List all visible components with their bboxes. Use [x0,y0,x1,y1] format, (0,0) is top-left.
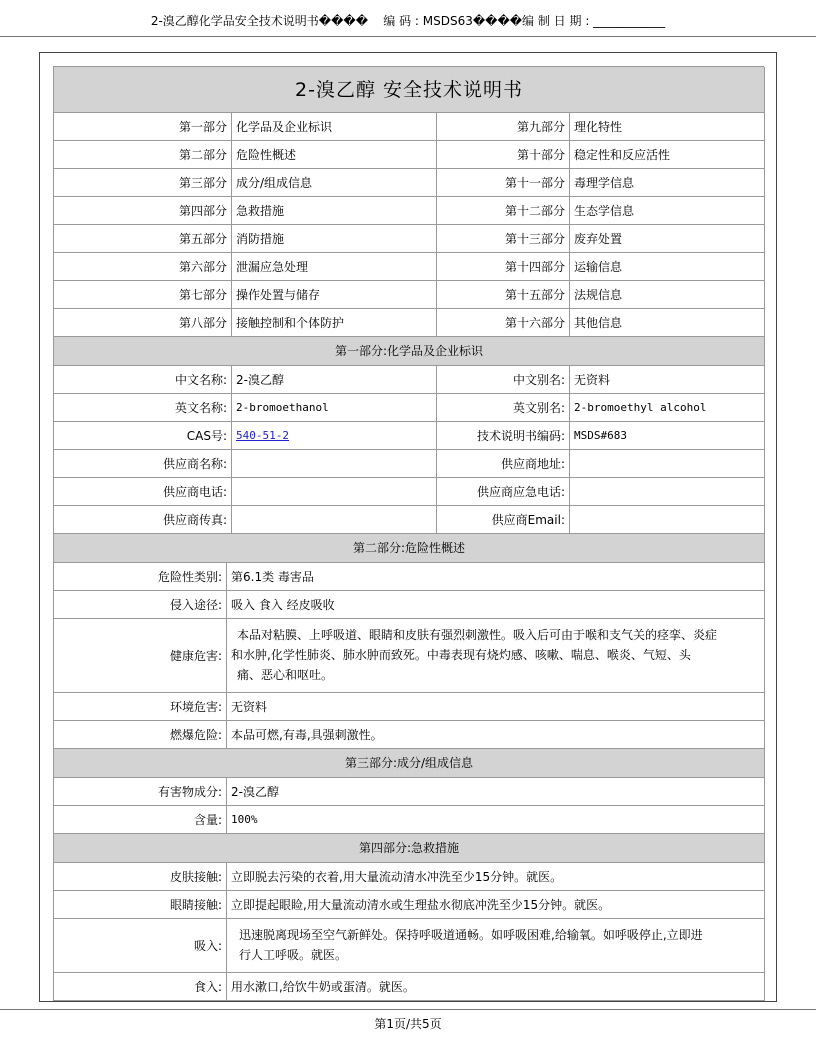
msds-table [53,66,764,1001]
toc-part-number: 第三部分 [54,169,232,197]
field-value [232,506,437,534]
field-value [570,450,765,478]
field-label: 侵入途径: [54,591,227,619]
field-label: 食入: [54,973,227,1001]
toc-part-number: 第八部分 [54,309,232,337]
field-label: CAS号: [54,422,232,450]
text-line: 行人工呼吸。就医。 [239,948,348,962]
info-row [54,806,765,834]
section-header-row [54,337,765,366]
page-header: 2-溴乙醇化学品安全技术说明书���� 编 码 : MSDS63����编 制 日 期 : ____________ [150,14,666,28]
toc-part-name: 接触控制和个体防护 [232,309,437,337]
toc-part-number: 第九部分 [437,113,570,141]
toc-part-number: 第六部分 [54,253,232,281]
toc-part-number: 第七部分 [54,281,232,309]
section-1-heading: 第一部分:化学品及企业标识 [54,337,765,366]
field-value: 100% [227,806,765,834]
field-value [570,478,765,506]
field-value [570,506,765,534]
field-label: 燃爆危险: [54,721,227,749]
info-row [54,891,765,919]
field-label: 供应商名称: [54,450,232,478]
field-label: 含量: [54,806,227,834]
toc-part-name: 稳定性和反应活性 [570,141,765,169]
field-label: 危险性类别: [54,563,227,591]
field-label: 英文别名: [437,394,570,422]
field-label: 中文名称: [54,366,232,394]
toc-row [54,113,765,141]
field-label: 中文别名: [437,366,570,394]
text-line: 本品对粘膜、上呼吸道、眼睛和皮肤有强烈刺激性。吸入后可由于喉和支气关的痉挛、炎症 [237,628,718,642]
toc-part-name: 运输信息 [570,253,765,281]
toc-row [54,225,765,253]
title-row [54,67,765,113]
footer-divider [0,1009,816,1010]
toc-row [54,141,765,169]
section-4-heading: 第四部分:急救措施 [54,834,765,863]
field-value: 用水漱口,给饮牛奶或蛋清。就医。 [227,973,765,1001]
text-line: 痛、恶心和呕吐。 [237,668,334,682]
field-value: 立即提起眼睑,用大量流动清水或生理盐水彻底冲洗至少15分钟。就医。 [227,891,765,919]
section-header-row [54,534,765,563]
section-header-row [54,749,765,778]
toc-part-number: 第四部分 [54,197,232,225]
info-row [54,563,765,591]
toc-part-number: 第十六部分 [437,309,570,337]
toc-part-name: 消防措施 [232,225,437,253]
toc-row [54,197,765,225]
field-value: 无资料 [227,693,765,721]
text-line: 迅速脱离现场至空气新鲜处。保持呼吸道通畅。如呼吸困难,给输氧。如呼吸停止,立即进 [239,928,703,942]
info-row [54,721,765,749]
inhalation-text [227,919,765,973]
toc-row [54,253,765,281]
info-row [54,693,765,721]
info-row [54,450,765,478]
section-2-heading: 第二部分:危险性概述 [54,534,765,563]
info-row [54,619,765,693]
field-label: 吸入: [54,919,227,973]
field-label: 技术说明书编码: [437,422,570,450]
info-row [54,394,765,422]
field-label: 健康危害: [54,619,227,693]
field-label: 供应商电话: [54,478,232,506]
info-row [54,478,765,506]
field-value: 第6.1类 毒害品 [227,563,765,591]
field-label: 有害物成分: [54,778,227,806]
field-value: MSDS#683 [570,422,765,450]
field-value [232,478,437,506]
field-label: 供应商地址: [437,450,570,478]
toc-part-name: 废弃处置 [570,225,765,253]
info-row [54,506,765,534]
toc-part-name: 操作处置与储存 [232,281,437,309]
field-label: 皮肤接触: [54,863,227,891]
info-row [54,863,765,891]
field-value: 吸入 食入 经皮吸收 [227,591,765,619]
document-frame [39,52,777,1002]
field-label: 供应商传真: [54,506,232,534]
info-row [54,591,765,619]
info-row [54,919,765,973]
field-label: 供应商Email: [437,506,570,534]
toc-part-name: 毒理学信息 [570,169,765,197]
document-title: 2-溴乙醇 安全技术说明书 [54,67,765,113]
field-label: 环境危害: [54,693,227,721]
field-label: 眼睛接触: [54,891,227,919]
info-row [54,778,765,806]
toc-part-number: 第一部分 [54,113,232,141]
cas-number-link[interactable]: 540-51-2 [236,428,289,442]
field-value: 2-溴乙醇 [232,366,437,394]
toc-part-number: 第十部分 [437,141,570,169]
section-header-row [54,834,765,863]
toc-part-number: 第十三部分 [437,225,570,253]
info-row [54,973,765,1001]
field-label: 供应商应急电话: [437,478,570,506]
health-hazard-text [227,619,765,693]
toc-part-number: 第二部分 [54,141,232,169]
toc-part-name: 化学品及企业标识 [232,113,437,141]
toc-part-name: 生态学信息 [570,197,765,225]
cas-number-cell [232,422,437,450]
field-value: 本品可燃,有毒,具强刺激性。 [227,721,765,749]
toc-part-name: 急救措施 [232,197,437,225]
toc-part-name: 泄漏应急处理 [232,253,437,281]
toc-row [54,169,765,197]
text-line: 和水肿,化学性肺炎、肺水肿而致死。中毒表现有烧灼感、咳嗽、喘息、喉炎、气短、头 [231,648,691,662]
field-label: 英文名称: [54,394,232,422]
toc-part-name: 理化特性 [570,113,765,141]
field-value: 无资料 [570,366,765,394]
toc-row [54,281,765,309]
header-divider [0,36,816,37]
field-value [232,450,437,478]
toc-part-number: 第十五部分 [437,281,570,309]
toc-part-name: 成分/组成信息 [232,169,437,197]
toc-part-number: 第十一部分 [437,169,570,197]
toc-row [54,309,765,337]
field-value: 2-bromoethanol [232,394,437,422]
toc-part-number: 第十四部分 [437,253,570,281]
page-number: 第1页/共5页 [374,1017,442,1031]
toc-part-name: 危险性概述 [232,141,437,169]
toc-part-name: 法规信息 [570,281,765,309]
toc-part-number: 第十二部分 [437,197,570,225]
field-value: 2-bromoethyl alcohol [570,394,765,422]
toc-part-number: 第五部分 [54,225,232,253]
field-value: 立即脱去污染的衣着,用大量流动清水冲洗至少15分钟。就医。 [227,863,765,891]
info-row [54,422,765,450]
section-3-heading: 第三部分:成分/组成信息 [54,749,765,778]
field-value: 2-溴乙醇 [227,778,765,806]
toc-part-name: 其他信息 [570,309,765,337]
info-row [54,366,765,394]
